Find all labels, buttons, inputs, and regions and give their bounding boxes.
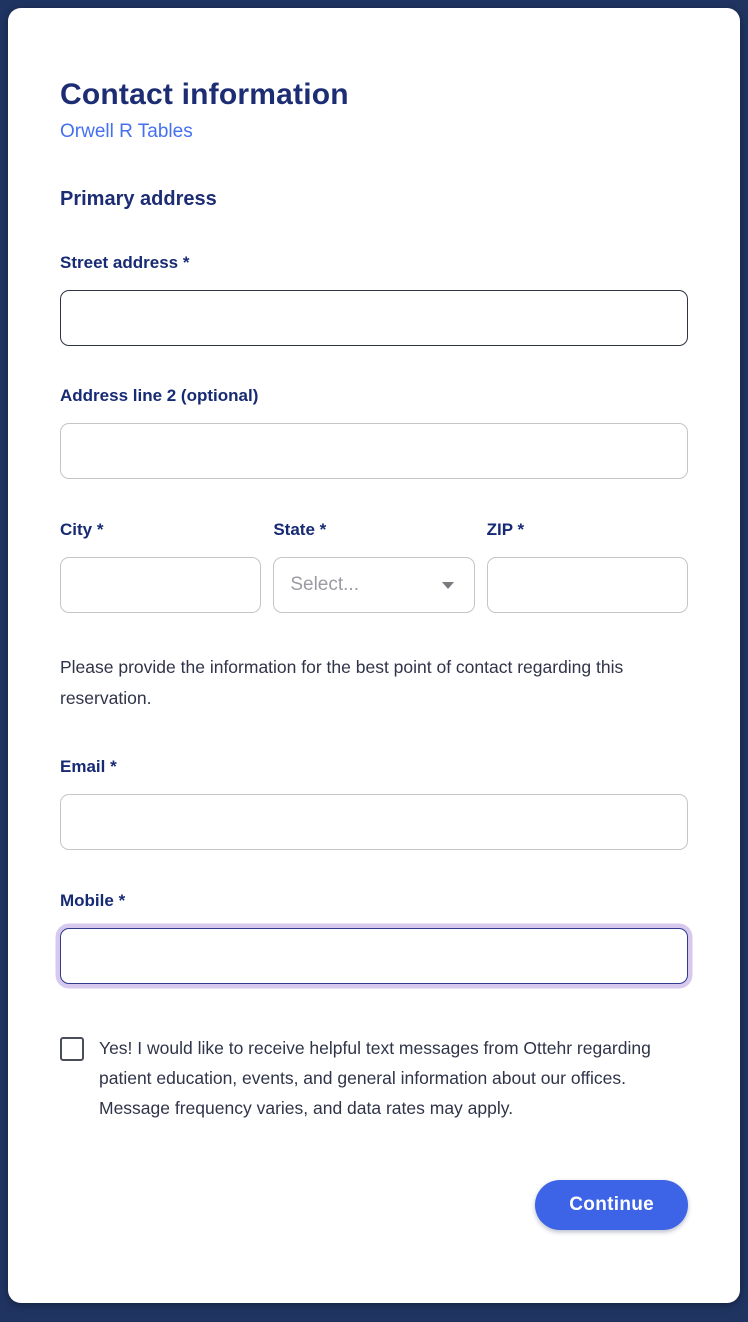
state-select-placeholder: Select...: [290, 574, 359, 595]
sms-optin-checkbox[interactable]: [60, 1037, 84, 1061]
required-asterisk: *: [319, 520, 327, 539]
address-line2-label: Address line 2 (optional): [60, 386, 259, 405]
city-input[interactable]: [60, 557, 261, 613]
state-select[interactable]: [273, 557, 474, 613]
sms-optin-label[interactable]: Yes! I would like to receive helpful text messages from Ottehr regarding patient education, events, and general information about our offices. Message frequency varies, and data rates may apply.: [99, 1038, 651, 1118]
street-address-input[interactable]: [60, 290, 688, 346]
state-label: State *: [273, 520, 327, 539]
section-heading-primary-address: Primary address: [60, 188, 217, 210]
city-field-group: [60, 520, 261, 613]
caret-down-icon: [442, 582, 454, 589]
required-asterisk: *: [110, 757, 117, 776]
required-asterisk: *: [118, 891, 126, 910]
continue-button[interactable]: Continue: [535, 1180, 688, 1230]
street-address-field-group: [60, 253, 688, 346]
mobile-label: Mobile *: [60, 891, 126, 910]
sms-optin-row: [60, 1033, 688, 1123]
mobile-input[interactable]: [60, 928, 688, 984]
location-name: Orwell R Tables: [60, 121, 193, 142]
address-line2-field-group: [60, 386, 688, 479]
zip-label: ZIP *: [486, 520, 525, 539]
address-line2-input[interactable]: [60, 423, 688, 479]
mobile-field-group: [60, 891, 688, 984]
city-state-zip-row: [60, 520, 688, 613]
zip-field-group: [487, 520, 688, 613]
email-field-group: [60, 757, 688, 850]
required-asterisk: *: [96, 520, 104, 539]
email-label: Email *: [60, 757, 117, 776]
required-asterisk: *: [182, 253, 190, 272]
city-label: City *: [60, 520, 104, 539]
street-address-label: Street address *: [60, 253, 190, 272]
state-field-group: [273, 520, 474, 613]
zip-input[interactable]: [487, 557, 688, 613]
contact-information-card: [8, 8, 740, 1303]
required-asterisk: *: [517, 520, 525, 539]
email-input[interactable]: [60, 794, 688, 850]
page-title: Contact information: [60, 78, 349, 111]
contact-note: Please provide the information for the best point of contact regarding this reservation.: [60, 657, 624, 708]
form-actions: [60, 1180, 688, 1230]
